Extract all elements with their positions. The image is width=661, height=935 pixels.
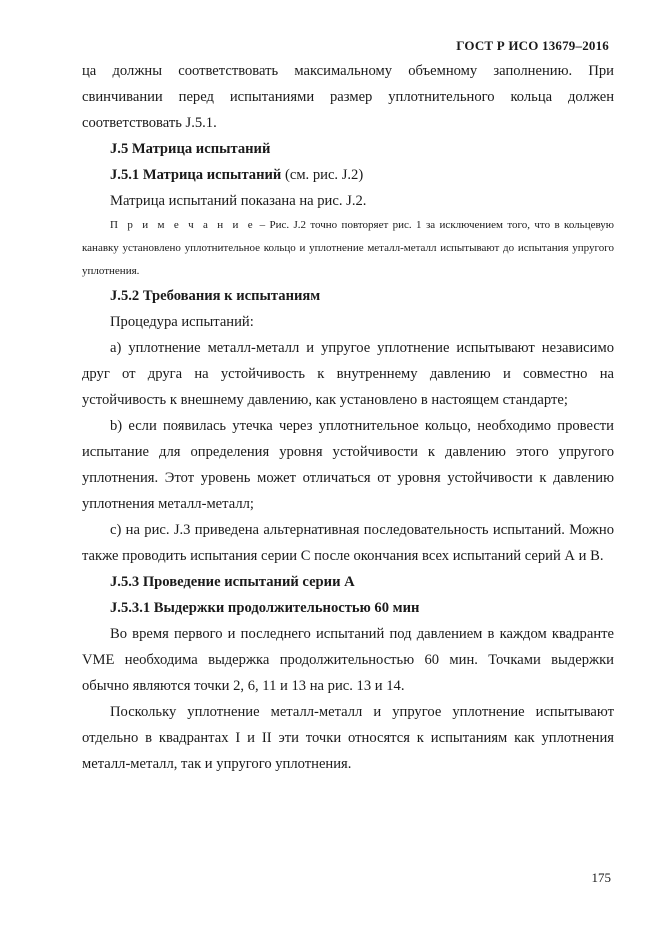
paragraph-continuation: ца должны соответствовать максимальному объемному заполнению. При свинчивании перед испытаниями размер уплотнительного кольца должен соответствовать J.5.1.	[82, 63, 614, 131]
list-item-a: a) уплотнение металл-металл и упругое уплотнение испытывают независимо друг от друга на устойчивость к внутреннему давлению и совместно на устойчивость к внешнему давлению, как установлено в настоящем стандарте;	[82, 340, 614, 408]
page-body	[82, 58, 614, 777]
section-heading-j51	[82, 162, 614, 188]
page-number: 175	[591, 870, 611, 885]
section-heading-j51-reference: (см. рис. J.2)	[281, 167, 364, 183]
section-heading-j53: J.5.3 Проведение испытаний серии А	[110, 574, 355, 590]
paragraph-holds: Во время первого и последнего испытаний под давлением в каждом квадранте VME необходима выдержка продолжительностью 60 мин. Точками выдержки обычно являются точки 2, 6, 11 и 13 на рис. 13 и 14.	[82, 626, 614, 694]
paragraph-matrix: Матрица испытаний показана на рис. J.2.	[110, 193, 367, 209]
document-header: ГОСТ Р ИСО 13679–2016	[456, 38, 609, 53]
section-heading-j51-title: J.5.1 Матрица испытаний	[110, 167, 282, 183]
section-heading-j531: J.5.3.1 Выдержки продолжительностью 60 мин	[110, 600, 420, 616]
list-item-b: b) если появилась утечка через уплотнительное кольцо, необходимо провести испытание для определения уровня устойчивости к давлению этого упругого уплотнения. Этот уровень может отличаться от уровня устойчивости к давлению уплотнения металл-металл;	[82, 418, 614, 512]
section-heading-j5: J.5 Матрица испытаний	[110, 141, 271, 157]
paragraph-procedure: Процедура испытаний:	[110, 314, 254, 330]
note-label: П р и м е ч а н и е	[110, 219, 256, 231]
section-heading-j52: J.5.2 Требования к испытаниям	[110, 288, 321, 304]
list-item-c: c) на рис. J.3 приведена альтернативная последовательность испытаний. Можно также проводить испытания серии С после окончания всех испытаний серий А и В.	[82, 522, 614, 564]
paragraph-quadrants: Поскольку уплотнение металл-металл и упругое уплотнение испытывают отдельно в квадрантах I и II эти точки относятся к испытаниям как уплотнения металл-металл, так и упругого уплотнения.	[82, 704, 614, 772]
note-text: – Рис. J.2 точно повторяет рис. 1 за исключением того, что в кольцевую канавку установлено уплотнительное кольцо и уплотнение металл-металл испытывают до испытания упругого уплотнения.	[82, 219, 614, 277]
note-block	[82, 214, 614, 283]
